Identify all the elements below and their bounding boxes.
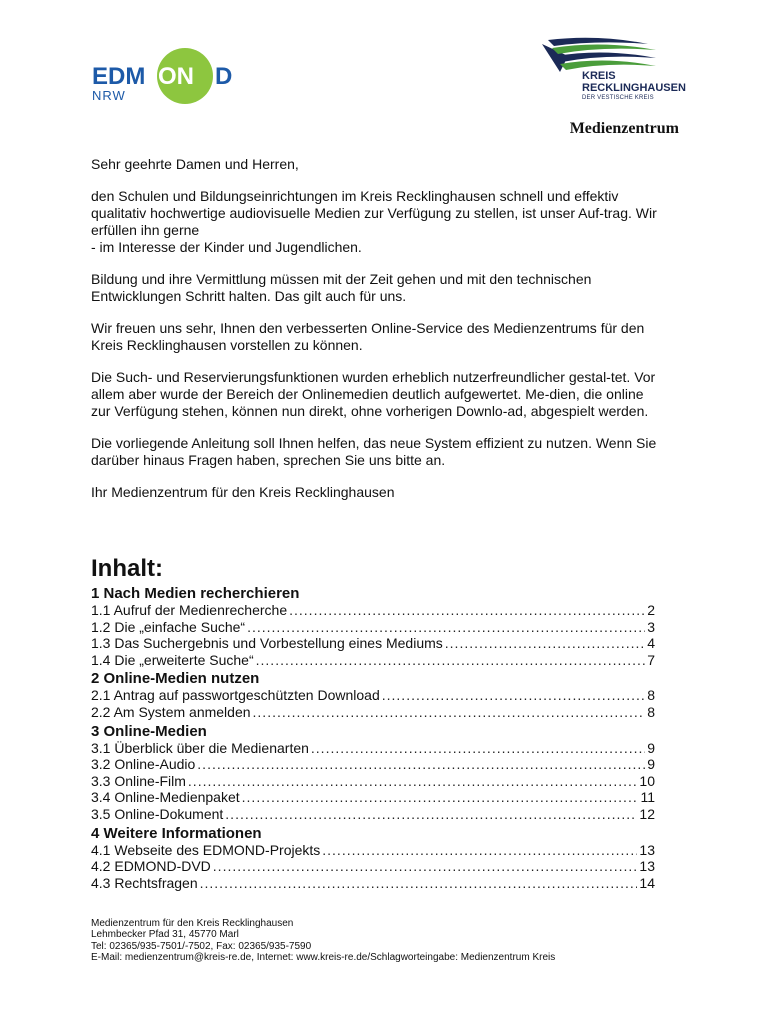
toc-entry (91, 875, 655, 892)
toc-leader-dots (256, 652, 646, 669)
toc-entry (91, 806, 655, 823)
paragraph-5: Die vorliegende Anleitung soll Ihnen helfen, das neue System effizient zu nutzen. Wenn Sie darüber hinaus Fragen haben, sprechen Sie uns bitte an. (91, 435, 657, 468)
svg-text:NRW: NRW (92, 88, 126, 103)
toc-entry-page: 2 (647, 602, 655, 618)
toc-section-title: 2 Online-Medien nutzen (91, 670, 260, 688)
toc-entry-page: 10 (639, 772, 655, 789)
toc-leader-dots (311, 740, 645, 757)
toc-entry (91, 858, 655, 875)
toc-section-title: 4 Weitere Informationen (91, 824, 262, 842)
toc-entry-title: 3.1 Überblick über die Medienarten (91, 739, 309, 756)
toc-entry-title: 1.4 Die „erweiterte Suche“ (91, 651, 254, 668)
toc-entry-title: 3.5 Online-Dokument (91, 805, 224, 822)
paragraph-1: den Schulen und Bildungseinrichtungen im Kreis Recklinghausen schnell und effektiv qualitativ hochwertige audiovisuelle Medien zur Verfügung zu stellen, ist unser Auf-trag. Wir erfüllen ihn gerne - im Interesse der Kinder und Jugendlichen. (91, 188, 657, 255)
footer-address (91, 918, 555, 964)
toc-section-title: 1 Nach Medien recherchieren (91, 585, 300, 602)
toc-entry-page: 13 (639, 858, 655, 875)
toc-entry-page: 9 (647, 739, 655, 756)
toc-entry (91, 619, 655, 636)
toc-entry-title: 3.2 Online-Audio (91, 756, 196, 773)
toc-entry-page: 13 (639, 841, 655, 858)
toc-entry-title: 4.1 Webseite des EDMOND-Projekts (91, 841, 321, 858)
toc-leader-dots (213, 858, 638, 875)
letter-body (91, 156, 661, 516)
toc-leader-dots (289, 602, 645, 619)
toc-heading: Inhalt: (91, 555, 163, 582)
svg-text:EDM: EDM (92, 63, 146, 90)
toc-entry (91, 602, 655, 619)
toc-leader-dots (225, 806, 637, 823)
toc-entry (91, 789, 655, 806)
toc-entry-page: 4 (647, 635, 655, 652)
toc-leader-dots (253, 704, 646, 721)
toc-entry-title: 1.2 Die „einfache Suche“ (91, 618, 246, 635)
footer-line-3: Tel: 02365/935-7501/-7502, Fax: 02365/935-7590 (91, 940, 312, 952)
svg-text:D: D (215, 63, 233, 90)
kreis-logo-text: KREIS RECKLINGHAUSEN (582, 70, 686, 94)
kreis-logo-subtitle: DER VESTISCHE KREIS (582, 95, 654, 101)
toc-entry (91, 687, 655, 704)
footer-line-1: Medienzentrum für den Kreis Recklinghausen (91, 918, 294, 929)
toc-leader-dots (382, 687, 645, 704)
toc-entry (91, 740, 655, 757)
toc-entry-page: 9 (647, 756, 655, 773)
paragraph-4: Die Such- und Reservierungsfunktionen wurden erheblich nutzerfreundlicher gestal-tet. Vor allem aber wurde der Bereich der Onlinemedien deutlich aufgewertet. Me-dien, die online zur Verfügung stehen, können nun direkt, ohne vorherigen Downlo-ad, abgespielt werden. (91, 369, 656, 419)
toc-entry-page: 8 (647, 703, 655, 720)
greeting: Sehr geehrte Damen und Herren, (91, 156, 299, 172)
table-of-contents (91, 583, 655, 891)
footer-line-2: Lehmbecker Pfad 31, 45770 Marl (91, 929, 239, 941)
toc-entry-title: 3.3 Online-Film (91, 772, 186, 789)
toc-section-title: 3 Online-Medien (91, 722, 207, 740)
toc-entry-title: 1.1 Aufruf der Medienrecherche (91, 602, 288, 618)
toc-entry-page: 3 (647, 618, 655, 635)
paragraph-6: Ihr Medienzentrum für den Kreis Recklinghausen (91, 484, 395, 500)
toc-leader-dots (188, 773, 638, 790)
toc-entry-page: 7 (647, 651, 655, 668)
toc-entry-page: 8 (647, 687, 655, 704)
toc-leader-dots (322, 842, 637, 859)
toc-entry-page: 12 (639, 805, 655, 822)
toc-entry-title: 2.1 Antrag auf passwortgeschützten Download (91, 687, 380, 704)
edmond-nrw-logo (88, 46, 248, 106)
toc-entry-title: 3.4 Online-Medienpaket (91, 789, 240, 806)
toc-leader-dots (200, 875, 638, 892)
toc-leader-dots (445, 635, 645, 652)
toc-entry-title: 4.2 EDMOND-DVD (91, 858, 211, 875)
footer-line-4: E-Mail: medienzentrum@kreis-re.de, Internet: www.kreis-re.de/Schlagworteingabe: Medienzentrum Kreis (91, 952, 556, 964)
toc-leader-dots (197, 756, 645, 773)
toc-entry-title: 4.3 Rechtsfragen (91, 874, 198, 891)
paragraph-2: Bildung und ihre Vermittlung müssen mit der Zeit gehen und mit den technischen Entwicklungen Schritt halten. Das gilt auch für uns. (91, 271, 592, 304)
toc-entry (91, 704, 655, 721)
document-header-title: Medienzentrum (569, 120, 679, 137)
paragraph-3: Wir freuen uns sehr, Ihnen den verbesserten Online-Service des Medienzentrums für den Kreis Recklinghausen vorstellen zu können. (91, 320, 645, 353)
toc-leader-dots (247, 619, 645, 636)
toc-entry-page: 14 (639, 874, 655, 891)
toc-entry (91, 756, 655, 773)
toc-leader-dots (242, 789, 639, 806)
toc-entry-title: 2.2 Am System anmelden (91, 703, 251, 720)
toc-entry (91, 842, 655, 859)
toc-entry-title: 1.3 Das Suchergebnis und Vorbestellung eines Mediums (91, 635, 443, 652)
svg-text:ON: ON (158, 63, 194, 90)
toc-entry-page: 11 (640, 789, 655, 806)
toc-entry (91, 773, 655, 790)
toc-entry (91, 652, 655, 669)
toc-entry (91, 635, 655, 652)
